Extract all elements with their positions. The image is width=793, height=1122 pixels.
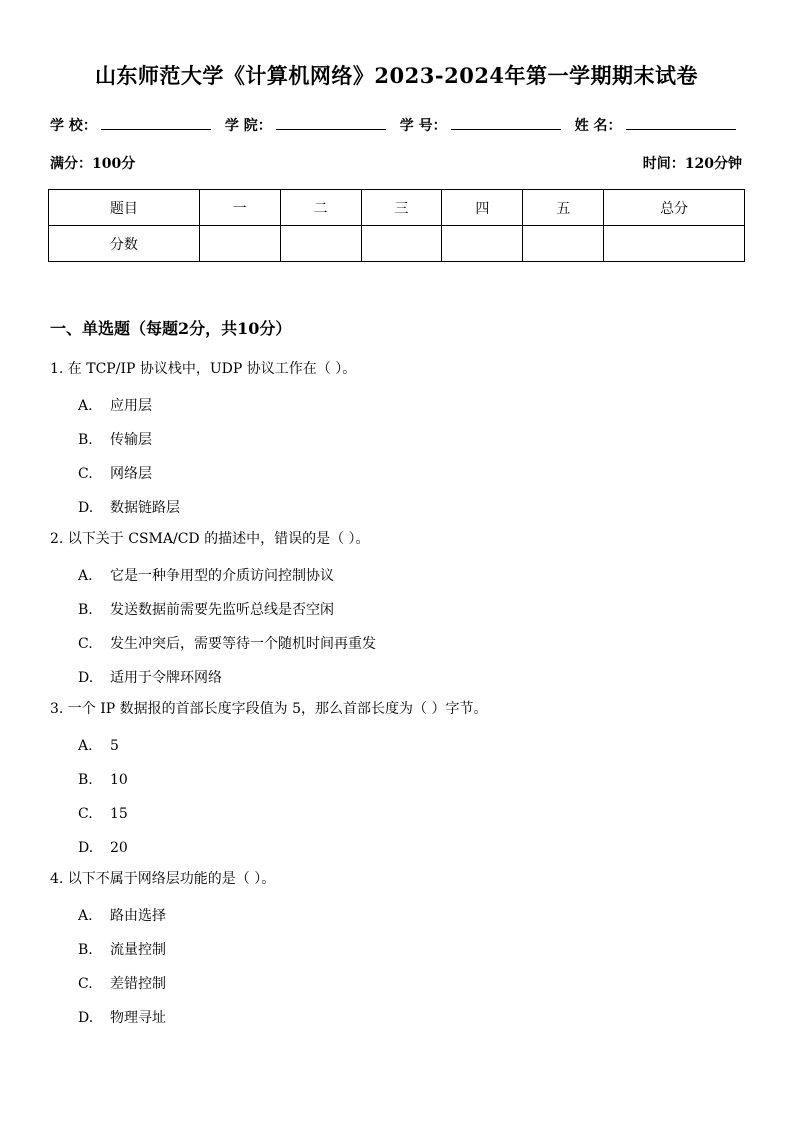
question-stem: 3. 一个 IP 数据报的首部长度字段值为 5，那么首部长度为（ ）字节。 [50, 701, 488, 717]
option-d [50, 661, 750, 695]
option-letter: C. [78, 976, 93, 992]
option-text: 差错控制 [110, 976, 166, 992]
option-text: 10 [110, 772, 128, 788]
question-1 [50, 355, 750, 525]
info-school [50, 115, 211, 135]
option-c [50, 797, 750, 831]
info-name [575, 115, 736, 135]
option-text: 传输层 [110, 432, 152, 448]
option-d [50, 491, 750, 525]
option-letter: A. [78, 908, 93, 924]
score-cell [361, 226, 442, 262]
info-college-label: 学 院： [224, 118, 272, 134]
option-d [50, 1001, 750, 1035]
exam-title: 山东师范大学《计算机网络》2023-2024年第一学期期末试卷 [94, 63, 699, 88]
option-text: 物理寻址 [110, 1010, 166, 1026]
option-letter: C. [78, 806, 93, 822]
score-table-header: 一 [199, 190, 280, 226]
option-a [50, 899, 750, 933]
name-blank [626, 115, 736, 130]
option-text: 15 [110, 806, 128, 822]
option-letter: A. [78, 738, 93, 754]
question-stem: 1. 在 TCP/IP 协议栈中，UDP 协议工作在（ ）。 [50, 361, 357, 377]
score-table-header: 三 [361, 190, 442, 226]
score-table-header: 总分 [604, 190, 745, 226]
option-c [50, 627, 750, 661]
option-letter: D. [78, 500, 94, 516]
option-letter: C. [78, 466, 93, 482]
option-letter: B. [78, 772, 93, 788]
college-blank [276, 115, 386, 130]
option-text: 发生冲突后，需要等待一个随机时间再重发 [110, 636, 376, 652]
option-text: 它是一种争用型的介质访问控制协议 [110, 568, 334, 584]
exam-time: 时间：120分钟 [642, 156, 742, 172]
info-student-id-label: 学 号： [399, 118, 447, 134]
score-table-header: 五 [523, 190, 604, 226]
option-letter: B. [78, 942, 93, 958]
option-letter: D. [78, 1010, 94, 1026]
option-c [50, 457, 750, 491]
option-text: 数据链路层 [110, 500, 180, 516]
question-4 [50, 865, 750, 1035]
info-school-label: 学 校： [50, 118, 97, 134]
option-text: 5 [110, 738, 119, 754]
option-letter: A. [78, 398, 93, 414]
info-college [225, 115, 386, 135]
question-3 [50, 695, 750, 865]
score-cell [280, 226, 361, 262]
question-stem: 2. 以下关于 CSMA/CD 的描述中，错误的是（ ）。 [50, 531, 370, 547]
option-c [50, 967, 750, 1001]
option-text: 流量控制 [110, 942, 166, 958]
option-letter: B. [78, 602, 93, 618]
option-letter: C. [78, 636, 93, 652]
option-b [50, 933, 750, 967]
option-b [50, 423, 750, 457]
question-list [50, 355, 750, 1035]
option-a [50, 559, 750, 593]
option-text: 网络层 [110, 466, 152, 482]
option-b [50, 763, 750, 797]
score-row-label: 分数 [49, 226, 200, 262]
question-2 [50, 525, 750, 695]
option-text: 应用层 [110, 398, 152, 414]
score-time-row [50, 153, 742, 173]
score-table-header: 二 [280, 190, 361, 226]
question-stem: 4. 以下不属于网络层功能的是（ ）。 [50, 871, 276, 887]
score-cell [199, 226, 280, 262]
option-a [50, 389, 750, 423]
score-cell [604, 226, 745, 262]
option-d [50, 831, 750, 865]
info-name-label: 姓 名： [574, 118, 622, 134]
section-title: 一、单选题（每题2分，共10分） [50, 319, 292, 338]
option-letter: D. [78, 670, 94, 686]
score-table-header: 四 [442, 190, 523, 226]
student-id-blank [451, 115, 561, 130]
score-table-score-row [49, 226, 745, 262]
option-b [50, 593, 750, 627]
info-student-id [400, 115, 561, 135]
option-text: 适用于令牌环网络 [110, 670, 222, 686]
option-letter: D. [78, 840, 94, 856]
school-blank [101, 115, 211, 130]
option-letter: B. [78, 432, 93, 448]
score-cell [523, 226, 604, 262]
option-text: 路由选择 [110, 908, 166, 924]
option-text: 发送数据前需要先监听总线是否空闲 [110, 602, 334, 618]
option-letter: A. [78, 568, 93, 584]
option-a [50, 729, 750, 763]
score-table-header: 题目 [49, 190, 200, 226]
score-cell [442, 226, 523, 262]
score-table-header-row [49, 190, 745, 226]
student-info-row [50, 115, 750, 135]
full-score: 满分：100分 [50, 156, 136, 172]
score-table [48, 189, 745, 262]
option-text: 20 [110, 840, 128, 856]
